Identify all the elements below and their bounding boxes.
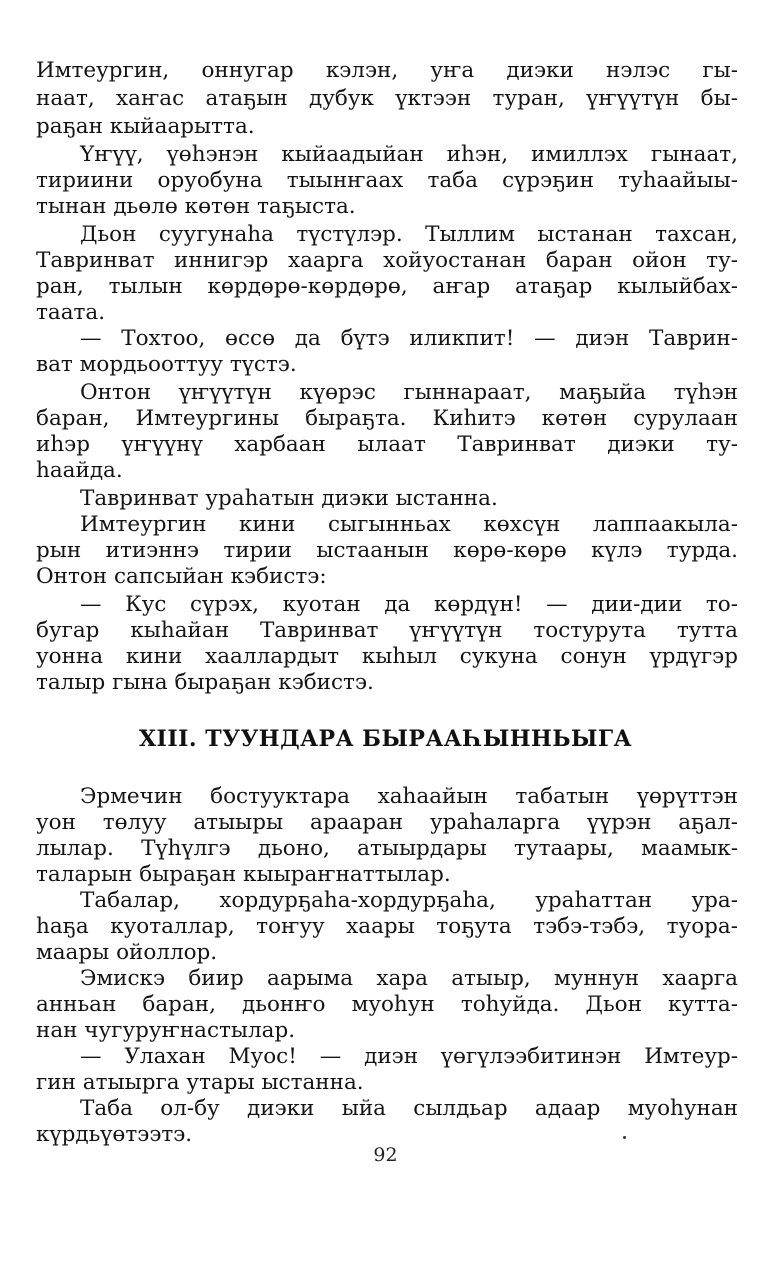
- text-line: ран, тылын көрдөрө-көрдөрө, аҥар атаҕар кылыйбах-: [36, 274, 738, 299]
- text-line: уон төлуу атыыры арааран ураһаларга үүрэн аҕал-: [36, 810, 738, 835]
- text-line: лылар. Түһүлгэ дьоно, атыырдары тутаары, маамык-: [36, 836, 738, 861]
- text-line: күрдьүөтээтэ.: [36, 1122, 193, 1147]
- text-line: ват мордьооттуу түстэ.: [36, 352, 297, 377]
- text-line: Имтеургин кини сыгынньах көхсүн лаппаакыла-: [80, 512, 738, 537]
- text-line: — Кус сүрэх, куотан да көрдүн! — дии-дии то-: [80, 592, 738, 617]
- text-line: Онтон сапсыйан кэбистэ:: [36, 564, 327, 589]
- text-line: Эрмечин бостууктара хаһаайын табатын үөрүттэн: [80, 784, 738, 809]
- print-speck: [623, 1136, 626, 1139]
- text-line: иһэр үҥүүнү харбаан ылаат Тавринват диэки ту-: [36, 432, 738, 457]
- text-line: һаҕа куоталлар, тоҥуу хаары тоҕута тэбэ-тэбэ, туора-: [36, 914, 738, 939]
- text-line: уонна кини хааллардыт кыһыл сукуна сонун үрдүгэр: [36, 644, 738, 669]
- page-number: 92: [373, 1144, 398, 1166]
- text-line: бугар кыһайан Тавринват үҥүүтүн тостурута тутта: [36, 618, 738, 643]
- text-line: Табалар, хордурҕаһа-хордурҕаһа, ураһаттан ура-: [80, 888, 738, 913]
- text-line: — Улахан Муос! — диэн үөгүлээбитинэн Имтеур-: [80, 1044, 738, 1069]
- text-line: таата.: [36, 300, 106, 325]
- text-line: Тавринват иннигэр хаарга хойуостанан баран ойон ту-: [36, 248, 738, 273]
- text-line: Дьон суугунаһа түстүлэр. Тыллим ыстанан тахсан,: [80, 222, 738, 247]
- text-line: Эмискэ биир аарыма хара атыыр, муннун хаарга: [80, 966, 738, 991]
- text-line: — Тохтоо, өссө да бүтэ иликпит! — диэн Таврин-: [80, 326, 738, 351]
- text-line: тынан дьөлө көтөн таҕыста.: [36, 194, 356, 219]
- text-line: тириини оруобуна тыынҥаах таба сүрэҕин туһаайыы-: [36, 168, 738, 193]
- chapter-heading: XIII. ТУУНДАРА БЫРААҺЫННЬЫГА: [138, 726, 633, 752]
- text-line: рын итиэннэ тирии ыстаанын көрө-көрө күлэ турда.: [36, 538, 738, 563]
- text-line: маары ойоллор.: [36, 940, 218, 965]
- text-line: талыр гына быраҕан кэбистэ.: [36, 670, 374, 695]
- text-line: һаайда.: [36, 458, 123, 483]
- text-line: нан чугуруҥнастылар.: [36, 1018, 296, 1043]
- text-line: Имтеургин, оннугар кэлэн, уҥа диэки нэлэс гы-: [36, 58, 738, 83]
- text-line: наат, хаҥас атаҕын дубук үктээн туран, үҥүүтүн бы-: [36, 86, 738, 111]
- text-line: баран, Имтеургины быраҕта. Киһитэ көтөн сурулаан: [36, 406, 738, 431]
- text-line: раҕан кыйаарытта.: [36, 114, 255, 139]
- text-line: Үҥүү, үөһэнэн кыйаадыйан иһэн, имиллэх гынаат,: [80, 142, 738, 167]
- text-line: Таба ол-бу диэки ыйа сылдьар адаар муоһунан: [80, 1096, 738, 1121]
- text-line: гин атыырга утары ыстанна.: [36, 1070, 364, 1095]
- text-line: Онтон үҥүүтүн күөрэс гыннараат, маҕыйа түһэн: [80, 380, 738, 405]
- text-line: таларын быраҕан кыыраҥнаттылар.: [36, 862, 451, 887]
- text-line: анньан баран, дьонҥо муоһун тоһуйда. Дьон кутта-: [36, 992, 738, 1017]
- text-line: Тавринват ураһатын диэки ыстанна.: [80, 486, 498, 511]
